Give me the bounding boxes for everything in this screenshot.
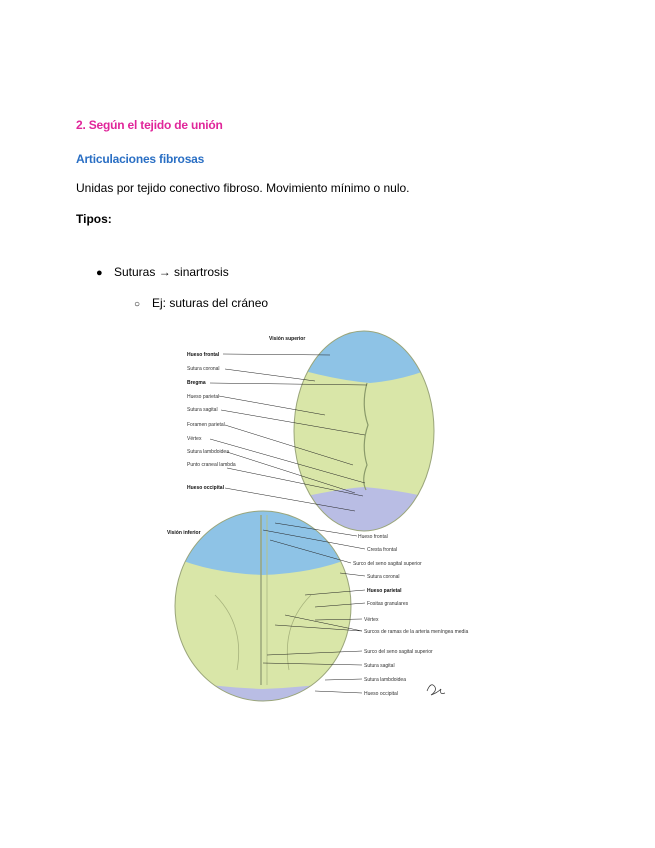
top-label: Hueso parietal: [187, 394, 220, 400]
bottom-label: Hueso parietal: [367, 588, 402, 594]
bullet-dot-icon: ●: [96, 267, 103, 279]
superior-view-skull: [269, 325, 440, 535]
bottom-label: Hueso occipital: [364, 691, 398, 697]
bottom-view-title: Visión inferior: [167, 530, 201, 536]
frontal-region: [173, 510, 353, 575]
top-label: Foramen parietal: [187, 422, 225, 428]
top-view-title: Visión superior: [269, 336, 306, 342]
top-label: Hueso occipital: [187, 485, 224, 491]
bottom-label: Cresta frontal: [367, 547, 398, 553]
inferior-view-skull: [167, 510, 353, 705]
bullet-item: [96, 265, 229, 279]
section-heading: 2. Según el tejido de unión: [76, 118, 223, 132]
bottom-label: Surco del seno sagital superior: [353, 561, 422, 567]
signature-mark: [427, 685, 445, 695]
top-label: Sutura lambdoidea: [187, 449, 229, 455]
bottom-label: Surco del seno sagital superior: [364, 649, 433, 655]
top-label: Bregma: [187, 380, 206, 386]
types-label: Tipos:: [76, 212, 112, 226]
top-label: Sutura sagital: [187, 407, 218, 413]
bullet-circle-icon: ○: [134, 299, 141, 310]
bottom-label: Surcos de ramas de la arteria meníngea media: [364, 629, 469, 635]
bottom-label: Hueso frontal: [358, 534, 388, 540]
bottom-label: Sutura lambdoidea: [364, 677, 406, 683]
description-text: Unidas por tejido conectivo fibroso. Movimiento mínimo o nulo.: [76, 181, 410, 195]
bottom-label: Fositas granulares: [367, 601, 409, 607]
top-label: Punto craneal lambda: [187, 462, 236, 468]
top-label: Vértex: [187, 436, 202, 442]
subsection-heading: Articulaciones fibrosas: [76, 152, 205, 166]
top-label: Sutura coronal: [187, 366, 220, 372]
sub-bullet-item: [134, 296, 268, 310]
bottom-label: Sutura coronal: [367, 574, 400, 580]
bottom-label: Sutura sagital: [364, 663, 395, 669]
top-label: Hueso frontal: [187, 352, 220, 358]
bullet-text: Suturas → sinartrosis: [114, 265, 229, 279]
skull-illustration: [155, 325, 469, 697]
sub-bullet-text: Ej: suturas del cráneo: [152, 296, 269, 310]
bottom-label: Vértex: [364, 617, 379, 623]
